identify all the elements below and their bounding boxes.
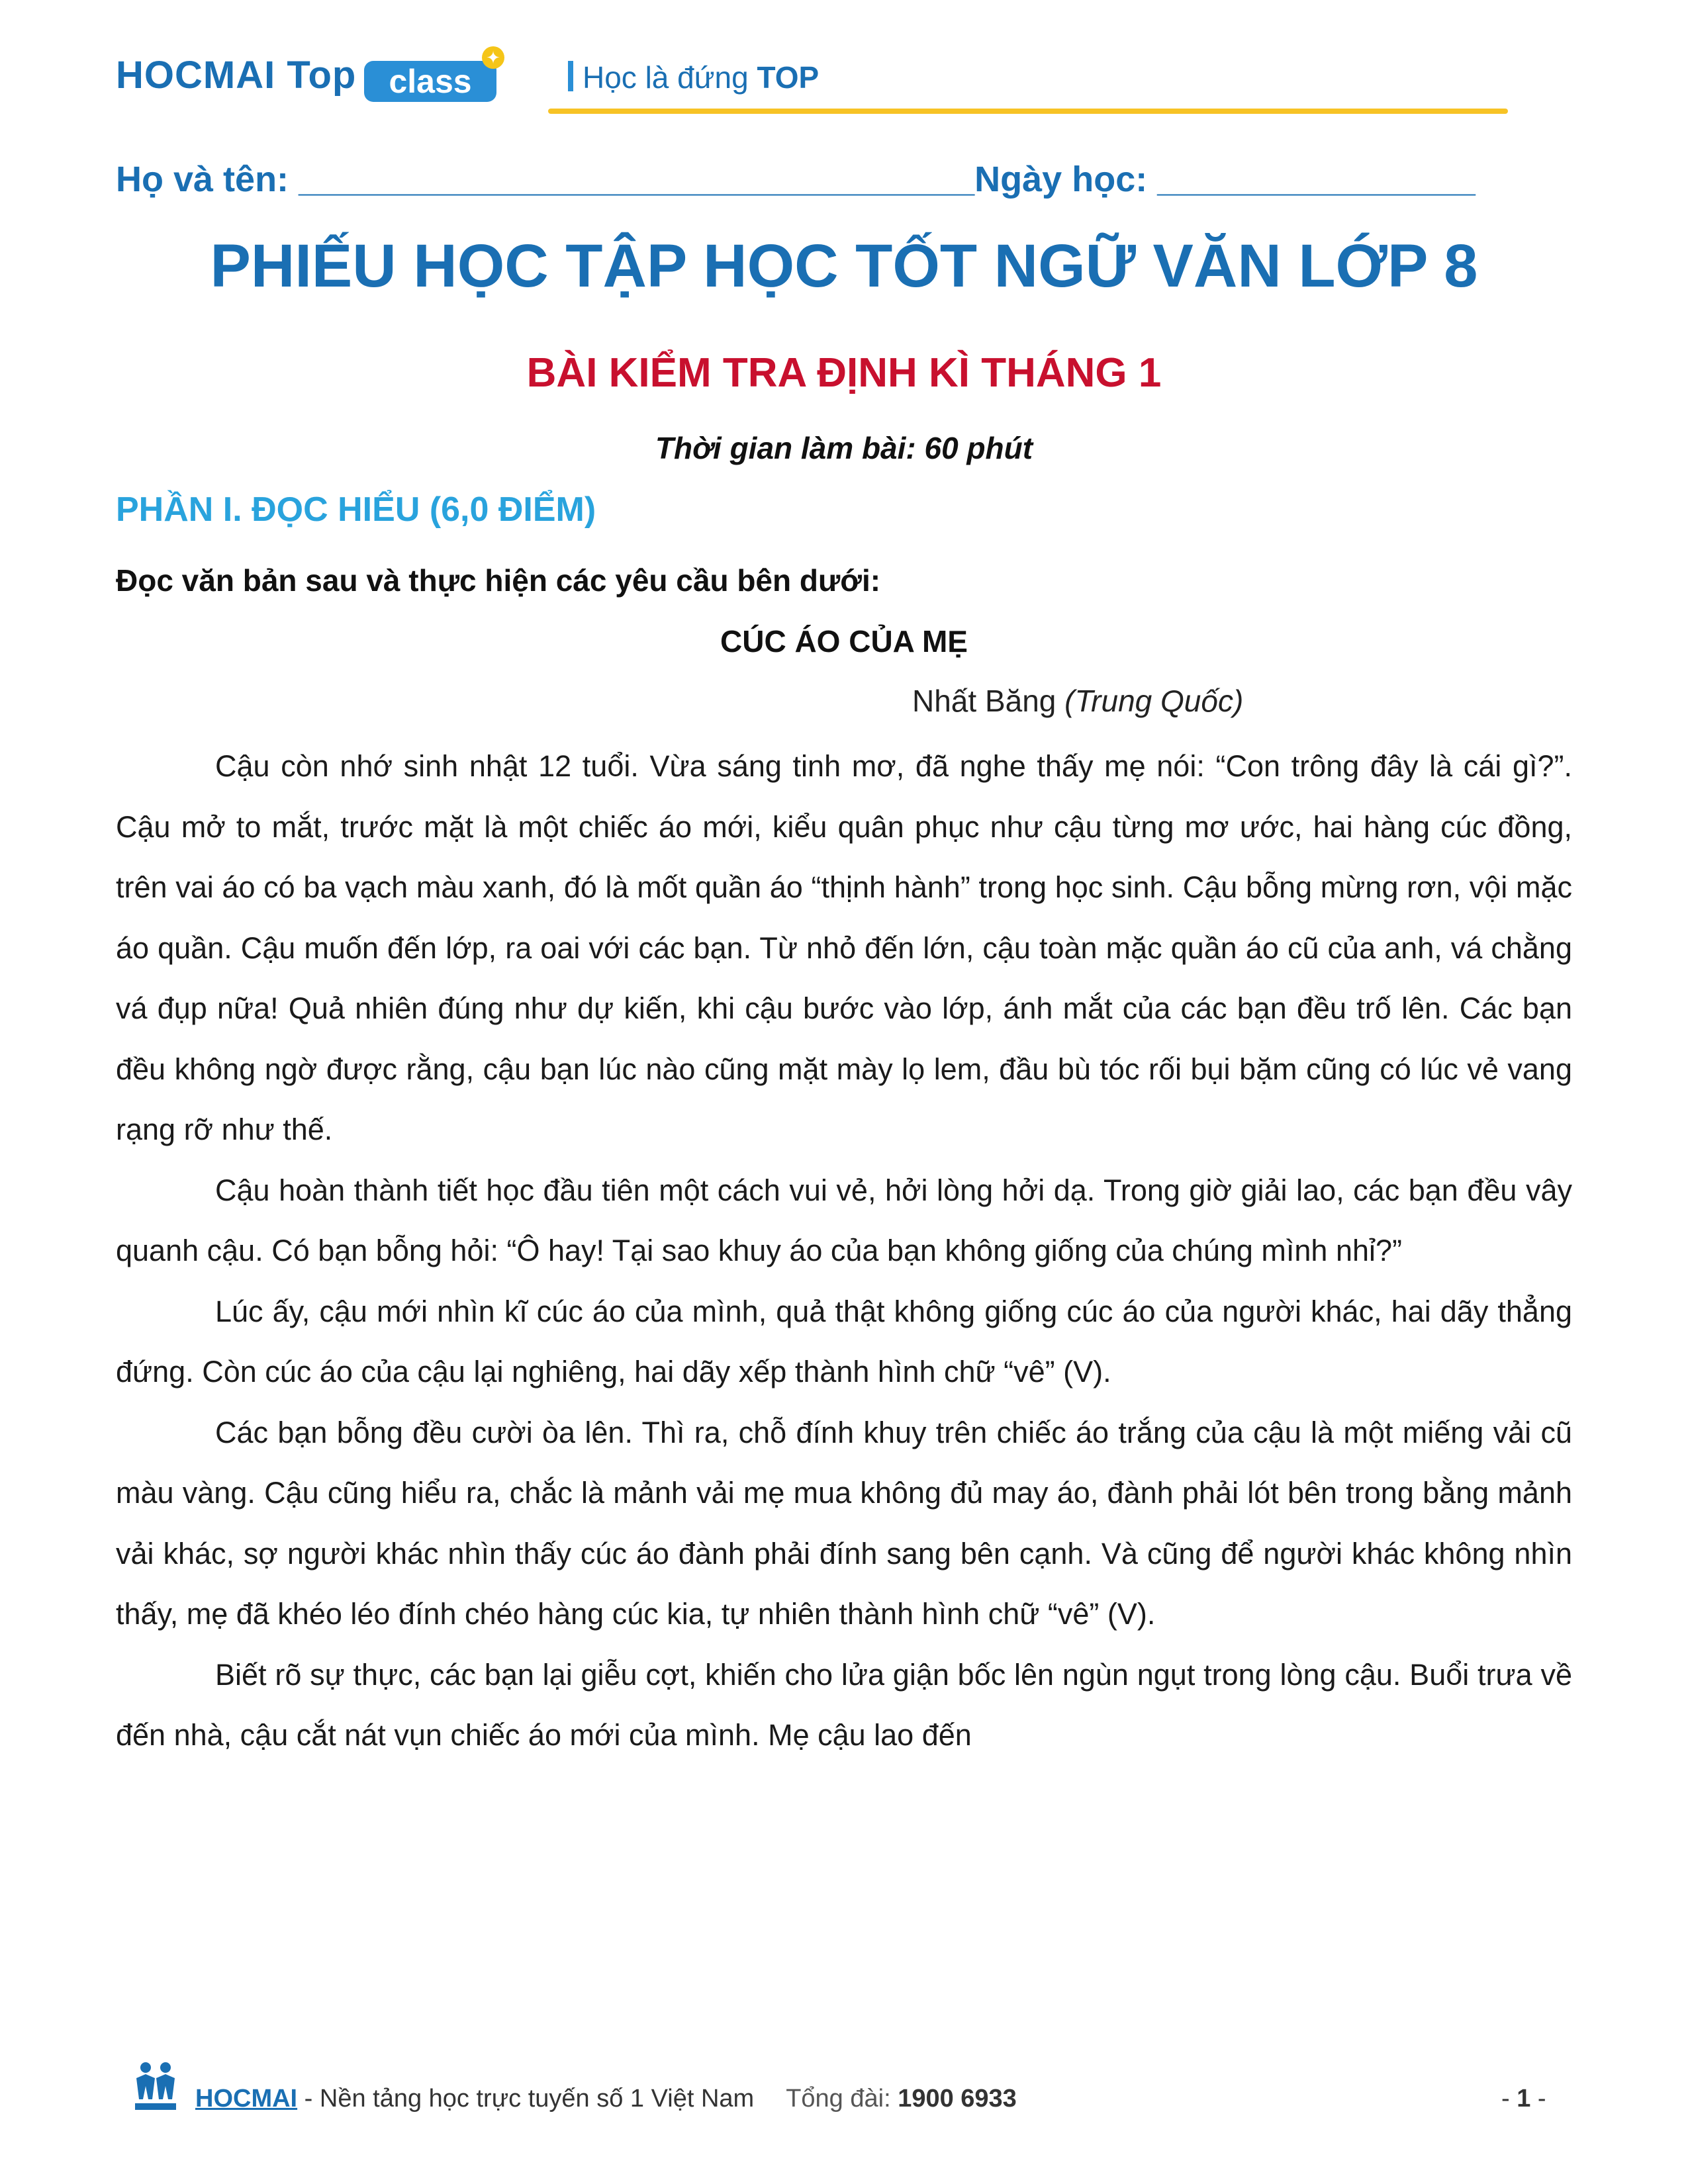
footer-brand-link[interactable]: HOCMAI bbox=[195, 2085, 298, 2113]
hotline-label: Tổng đài: bbox=[786, 2085, 898, 2113]
name-blank: __________________________________ bbox=[299, 159, 975, 199]
story-author bbox=[912, 683, 1243, 719]
hotline-number: 1900 6933 bbox=[898, 2085, 1017, 2113]
hocmai-logo: HOCMAI Top bbox=[116, 54, 357, 97]
page-number: - 1 - bbox=[1501, 2085, 1546, 2113]
hocmai-footer-logo-icon bbox=[132, 2060, 179, 2113]
exam-subtitle: BÀI KIỂM TRA ĐỊNH KÌ THÁNG 1 bbox=[526, 350, 1162, 396]
name-label: Họ và tên: bbox=[116, 159, 289, 199]
footer-slogan: - Nền tảng học trực tuyến số 1 Việt Nam bbox=[297, 2085, 755, 2113]
author-origin: (Trung Quốc) bbox=[1064, 684, 1244, 718]
story-paragraph: Cậu hoàn thành tiết học đầu tiên một cách vui vẻ, hởi lòng hởi dạ. Trong giờ giải lao, các bạn đều vây quanh cậu. Có bạn bỗng hỏi: “Ô hay! Tại sao khuy áo của bạn không giống của chúng mình nhỉ?” bbox=[116, 1173, 1572, 1267]
story-body bbox=[116, 736, 1572, 1766]
student-info-line bbox=[116, 159, 1476, 200]
tagline-divider bbox=[568, 61, 573, 91]
page-title: PHIẾU HỌC TẬP HỌC TỐT NGỮ VĂN LỚP 8 bbox=[210, 232, 1478, 300]
tagline-emphasis: TOP bbox=[757, 60, 820, 95]
story-paragraph: Cậu còn nhớ sinh nhật 12 tuổi. Vừa sáng tinh mơ, đã nghe thấy mẹ nói: “Con trông đây là cái gì?”. Cậu mở to mắt, trước mặt là một chiếc áo mới, kiểu quân phục như cậu từng mơ ước, hai hàng cúc đồng, trên vai áo có ba vạch màu xanh, đó là mốt quần áo “thịnh hành” trong học sinh. Cậu bỗng mừng rơn, vội mặc áo quần. Cậu muốn đến lớp, ra oai với các bạn. Từ nhỏ đến lớn, cậu toàn mặc quần áo cũ của anh, vá chằng vá đụp nữa! Quả nhiên đúng như dự kiến, khi cậu bước vào lớp, ánh mắt của các bạn đều trố lên. Các bạn đều không ngờ được rằng, cậu bạn lúc nào cũng mặt mày lọ lem, đầu bù tóc rối bụi bặm cũng có lúc vẻ vang rạng rỡ như thế. bbox=[116, 749, 1572, 1146]
tagline-prefix: Học là đứng bbox=[583, 60, 757, 95]
time-limit: Thời gian làm bài: 60 phút bbox=[655, 431, 1033, 465]
topclass-logo-badge: class bbox=[364, 61, 496, 102]
date-label: Ngày học: bbox=[974, 159, 1148, 199]
story-paragraph: Biết rõ sự thực, các bạn lại giễu cợt, khiến cho lửa giận bốc lên ngùn ngụt trong lòng cậu. Buổi trưa về đến nhà, cậu cắt nát vụn chiếc áo mới của mình. Mẹ cậu lao đến bbox=[116, 1657, 1572, 1752]
tagline bbox=[583, 60, 819, 95]
page-number-value: 1 bbox=[1517, 2085, 1531, 2113]
story-title: CÚC ÁO CỦA MẸ bbox=[720, 624, 968, 659]
author-name: Nhất Băng bbox=[912, 684, 1056, 718]
section-heading: PHẦN I. ĐỌC HIỂU (6,0 ĐIỂM) bbox=[116, 490, 596, 529]
story-paragraph: Lúc ấy, cậu mới nhìn kĩ cúc áo của mình, quả thật không giống cúc áo của người khác, hai dãy thẳng đứng. Còn cúc áo của cậu lại nghiêng, hai dãy xếp thành hình chữ “vê” (V). bbox=[116, 1294, 1572, 1388]
header-underline bbox=[548, 109, 1508, 114]
footer bbox=[195, 2085, 1017, 2113]
story-paragraph: Các bạn bỗng đều cười òa lên. Thì ra, chỗ đính khuy trên chiếc áo trắng của cậu là một miếng vải cũ màu vàng. Cậu cũng hiểu ra, chắc là mảnh vải mẹ mua không đủ may áo, đành phải lót bên trong bằng mảnh vải khác, sợ người khác nhìn thấy cúc áo đành phải đính sang bên cạnh. Và cũng để người khác không nhìn thấy, mẹ đã khéo léo đính chéo hàng cúc kia, tự nhiên thành hình chữ “vê” (V). bbox=[116, 1415, 1572, 1631]
date-blank: ________________ bbox=[1157, 159, 1476, 199]
instruction: Đọc văn bản sau và thực hiện các yêu cầu bên dưới: bbox=[116, 563, 881, 598]
star-icon: ✦ bbox=[482, 46, 504, 69]
